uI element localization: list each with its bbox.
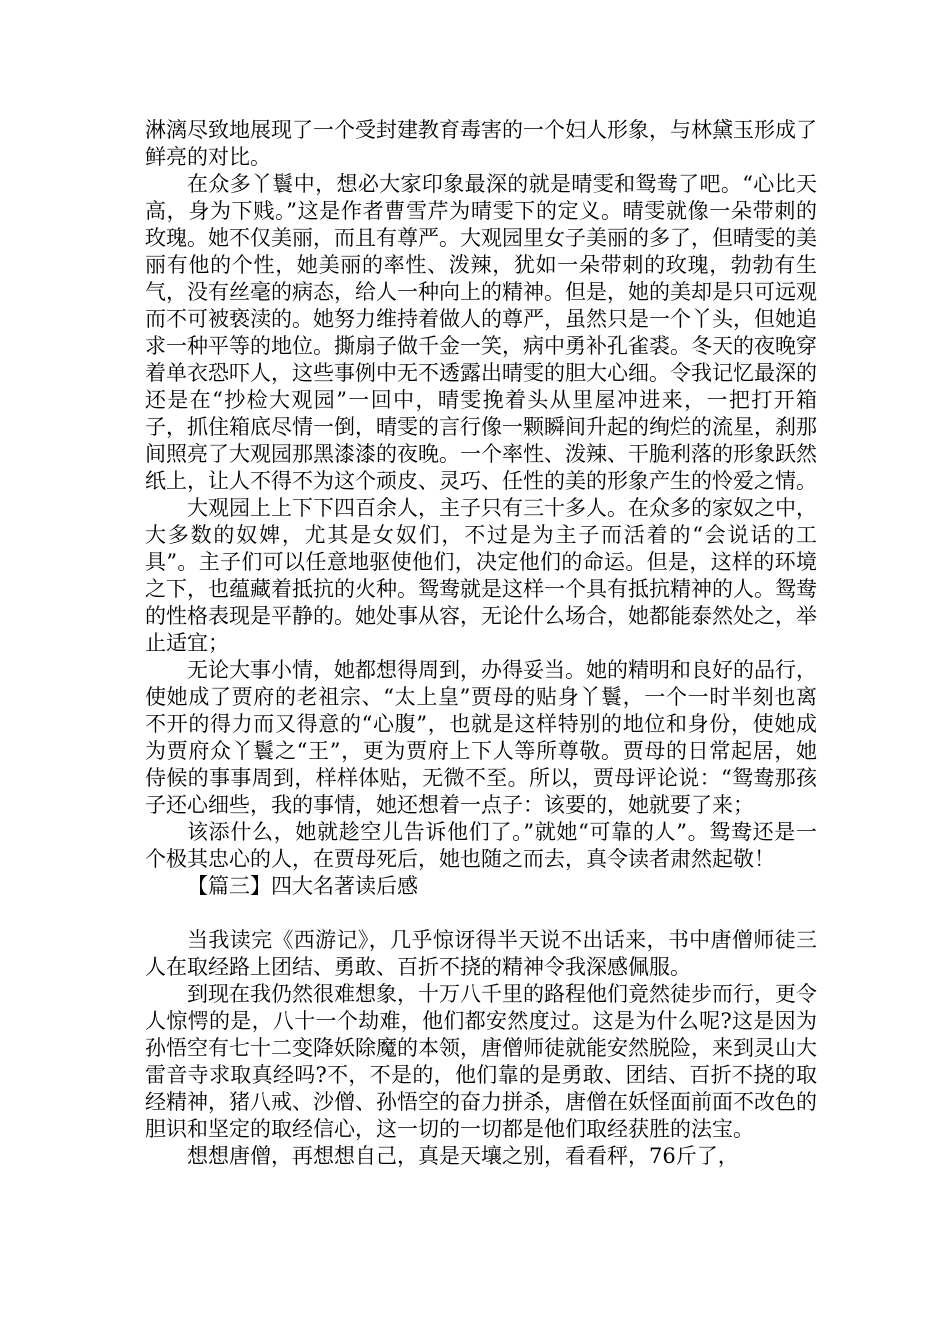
paragraph-yuanyang-character: 无论大事小情，她都想得周到，办得妥当。她的精明和良好的品行，使她成了贾府的老祖宗、“太上皇”贾母的贴身丫鬟，一个一时半刻也离不开的得力而又得意的“心腹”，也就是这样特别的地位和身份，使她成为贾府众丫鬟之“王”，更为贾府上下人等所尊敬。贾母的日常起居，她侍候的事事周到，样样体贴，无微不至。所以，贾母评论说：“鸳鸯那孩子还心细些，我的事情，她还想着一点子：该要的，她就要了来； [145,658,817,817]
paragraph-yuanyang-intro: 大观园上上下下四百余人，主子只有三十多人。在众多的家奴之中，大多数的奴婢，尤其是女奴们，不过是为主子而活着的“会说话的工具”。主子们可以任意地驱使他们，决定他们的命运。但是，这样的环境之下，也蕴藏着抵抗的火种。鸳鸯就是这样一个具有抵抗精神的人。鸳鸯的性格表现是平静的。她处事从容，无论什么场合，她都能泰然处之，举止适宜； [145,496,817,655]
paragraph-xiyouji-journey: 到现在我仍然很难想象，十万八千里的路程他们竟然徒步而行，更令人惊愕的是，八十一个劫难，他们都安然度过。这是为什么呢?这是因为孙悟空有七十二变降妖除魔的本领，唐僧师徒就能安然脱险，来到灵山大雷音寺求取真经吗?不，不是的，他们靠的是勇敢、团结、百折不挠的取经精神，猪八戒、沙僧、孙悟空的奋力拼杀，唐僧在妖怪面前面不改色的胆识和坚定的取经信心，这一切的一切都是他们取经获胜的法宝。 [145,982,817,1141]
section-spacer [145,900,817,927]
section-heading: 【篇三】四大名著读后感 [187,874,418,898]
paragraph-continuation: 淋漓尽致地展现了一个受封建教育毒害的一个妇人形象，与林黛玉形成了鲜亮的对比。 [145,118,817,169]
document-body [145,117,817,1170]
paragraph-yuanyang-loyalty: 该添什么，她就趁空儿告诉他们了。”就她“可靠的人”。鸳鸯还是一个极其忠心的人，在贾母死后，她也随之而去，真令读者肃然起敬！ [145,820,817,871]
paragraph-xiyouji-intro: 当我读完《西游记》，几乎惊讶得半天说不出话来，书中唐僧师徒三人在取经路上团结、勇敢、百折不挠的精神令我深感佩服。 [145,928,817,979]
paragraph-reflection: 想想唐僧，再想想自己，真是天壤之别，看看秤，76斤了， [187,1144,739,1168]
paragraph-qingwen: 在众多丫鬟中，想必大家印象最深的就是晴雯和鸳鸯了吧。“心比天高，身为下贱。”这是作者曹雪芹为晴雯下的定义。晴雯就像一朵带刺的玫瑰。她不仅美丽，而且有尊严。大观园里女子美丽的多了，但晴雯的美丽有他的个性，她美丽的率性、泼辣，犹如一朵带刺的玫瑰，勃勃有生气，没有丝毫的病态，给人一种向上的精神。但是，她的美却是只可远观而不可被亵渎的。她努力维持着做人的尊严，虽然只是一个丫头，但她追求一种平等的地位。撕扇子做千金一笑，病中勇补孔雀裘。冬天的夜晚穿着单衣恐吓人，这些事例中无不透露出晴雯的胆大心细。令我记忆最深的还是在“抄检大观园”一回中，晴雯挽着头从里屋冲进来，一把打开箱子，抓住箱底尽情一倒，晴雯的言行像一颗瞬间升起的绚烂的流星，刹那间照亮了大观园那黑漆漆的夜晚。一个率性、泼辣、干脆利落的形象跃然纸上，让人不得不为这个顽皮、灵巧、任性的美的形象产生的怜爱之情。 [145,172,817,493]
